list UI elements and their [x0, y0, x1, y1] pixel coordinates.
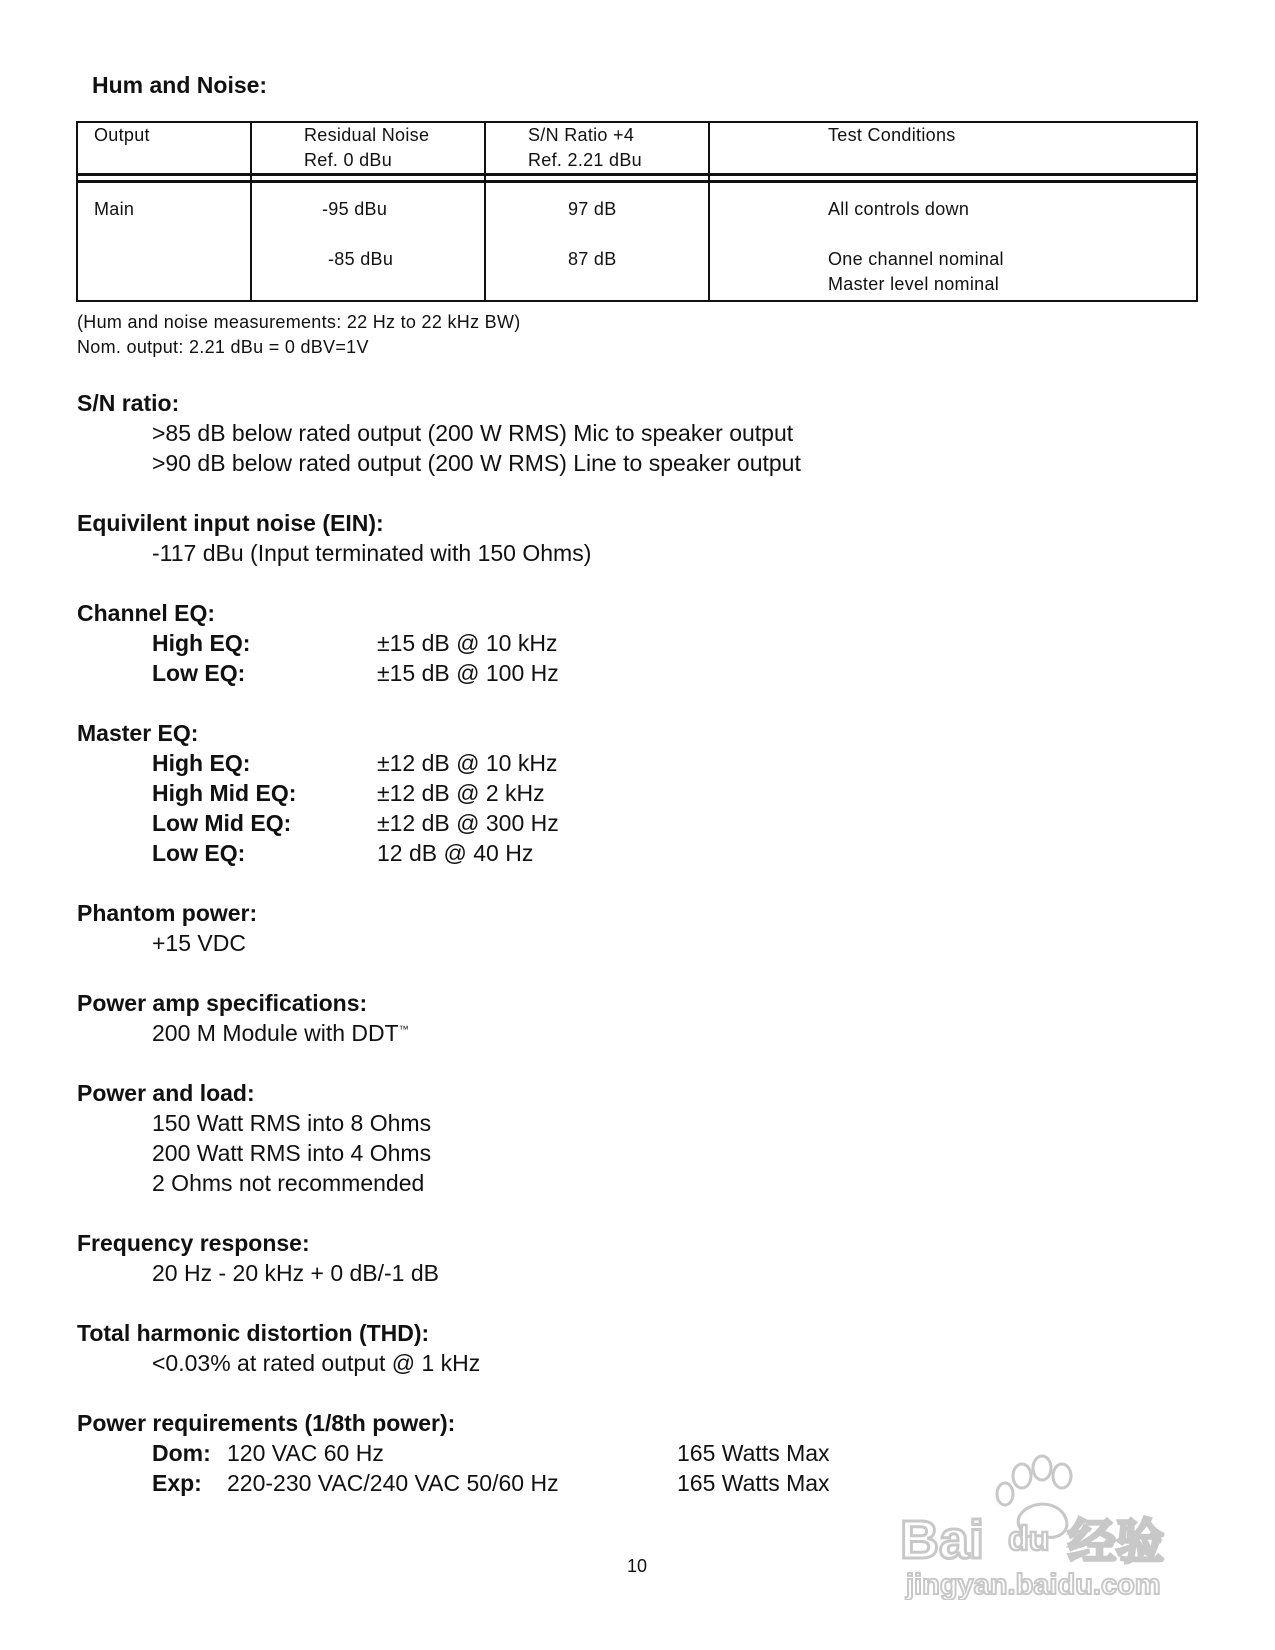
eq-label: High Mid EQ:: [152, 780, 297, 806]
eq-value: ±12 dB @ 10 kHz: [377, 750, 558, 776]
table-header-rule: [78, 180, 1196, 183]
table-divider: [484, 121, 486, 302]
table-note: Nom. output: 2.21 dBu = 0 dBV=1V: [77, 337, 369, 357]
freq-title: Frequency response:: [77, 1230, 310, 1256]
power-req-label: Exp:: [152, 1470, 202, 1496]
channel-eq-title: Channel EQ:: [77, 600, 216, 626]
table-divider: [250, 121, 252, 302]
eq-value: ±15 dB @ 10 kHz: [377, 630, 558, 656]
table-note: (Hum and noise measurements: 22 Hz to 22 kHz BW): [77, 312, 521, 332]
trademark-symbol: ™: [398, 1024, 409, 1036]
watermark-du: du: [1008, 1520, 1050, 1558]
table-header-output: Output: [94, 125, 150, 145]
eq-value: 12 dB @ 40 Hz: [377, 840, 534, 866]
table-cell-sn: 87 dB: [568, 249, 617, 269]
power-req-title: Power requirements (1/8th power):: [77, 1410, 456, 1436]
hum-noise-table: [76, 121, 1198, 302]
table-header-sn-ref: Ref. 2.21 dBu: [528, 150, 642, 170]
table-header-residual: Residual Noise: [304, 125, 430, 145]
table-cell-sn: 97 dB: [568, 199, 617, 219]
eq-label: Low EQ:: [152, 840, 246, 866]
eq-label: Low Mid EQ:: [152, 810, 292, 836]
spec-line: 2 Ohms not recommended: [152, 1170, 425, 1196]
table-header-residual-ref: Ref. 0 dBu: [304, 150, 393, 170]
table-cell-output: Main: [94, 199, 135, 219]
table-divider: [708, 121, 710, 302]
power-req-value: 220-230 VAC/240 VAC 50/60 Hz: [227, 1470, 559, 1496]
baidu-paw-logo: [900, 1450, 1200, 1600]
table-cell-residual: -85 dBu: [328, 249, 394, 269]
power-req-value: 120 VAC 60 Hz: [227, 1440, 384, 1466]
thd-title: Total harmonic distortion (THD):: [77, 1320, 430, 1346]
spec-line: 150 Watt RMS into 8 Ohms: [152, 1110, 432, 1136]
table-header-conditions: Test Conditions: [828, 125, 956, 145]
spec-line: -117 dBu (Input terminated with 150 Ohms): [152, 540, 592, 566]
table-cell-condition: One channel nominal: [828, 249, 1004, 269]
watermark-brand: Bai: [900, 1510, 985, 1570]
spec-line: <0.03% at rated output @ 1 kHz: [152, 1350, 481, 1376]
watermark-url: jingyan.baidu.com: [906, 1569, 1161, 1600]
page-number: 10: [627, 1556, 648, 1576]
table-cell-condition: Master level nominal: [828, 274, 1000, 294]
eq-label: High EQ:: [152, 630, 251, 656]
eq-label: Low EQ:: [152, 660, 246, 686]
power-amp-line: 200 M Module with DDT: [152, 1020, 399, 1046]
power-req-label: Dom:: [152, 1440, 211, 1466]
power-req-max: 165 Watts Max: [677, 1470, 830, 1496]
master-eq-title: Master EQ:: [77, 720, 199, 746]
spec-line: >90 dB below rated output (200 W RMS) Line to speaker output: [152, 450, 801, 476]
phantom-title: Phantom power:: [77, 900, 258, 926]
spec-line: +15 VDC: [152, 930, 246, 956]
eq-label: High EQ:: [152, 750, 251, 776]
power-req-max: 165 Watts Max: [677, 1440, 830, 1466]
spec-line: 20 Hz - 20 kHz + 0 dB/-1 dB: [152, 1260, 439, 1286]
table-header-sn: S/N Ratio +4: [528, 125, 635, 145]
watermark-cn: 经验: [1068, 1514, 1165, 1570]
eq-value: ±12 dB @ 300 Hz: [377, 810, 559, 836]
spec-line: >85 dB below rated output (200 W RMS) Mic to speaker output: [152, 420, 794, 446]
eq-value: ±15 dB @ 100 Hz: [377, 660, 559, 686]
eq-value: ±12 dB @ 2 kHz: [377, 780, 545, 806]
spec-line: [152, 1020, 409, 1047]
table-cell-condition: All controls down: [828, 199, 970, 219]
baidu-watermark: [900, 1450, 1200, 1600]
power-amp-title: Power amp specifications:: [77, 990, 368, 1016]
power-load-title: Power and load:: [77, 1080, 255, 1106]
table-cell-residual: -95 dBu: [322, 199, 388, 219]
hum-noise-title: Hum and Noise:: [92, 72, 268, 98]
ein-title: Equivilent input noise (EIN):: [77, 510, 384, 536]
table-header-rule: [78, 173, 1196, 176]
spec-line: 200 Watt RMS into 4 Ohms: [152, 1140, 432, 1166]
sn-ratio-title: S/N ratio:: [77, 390, 180, 416]
